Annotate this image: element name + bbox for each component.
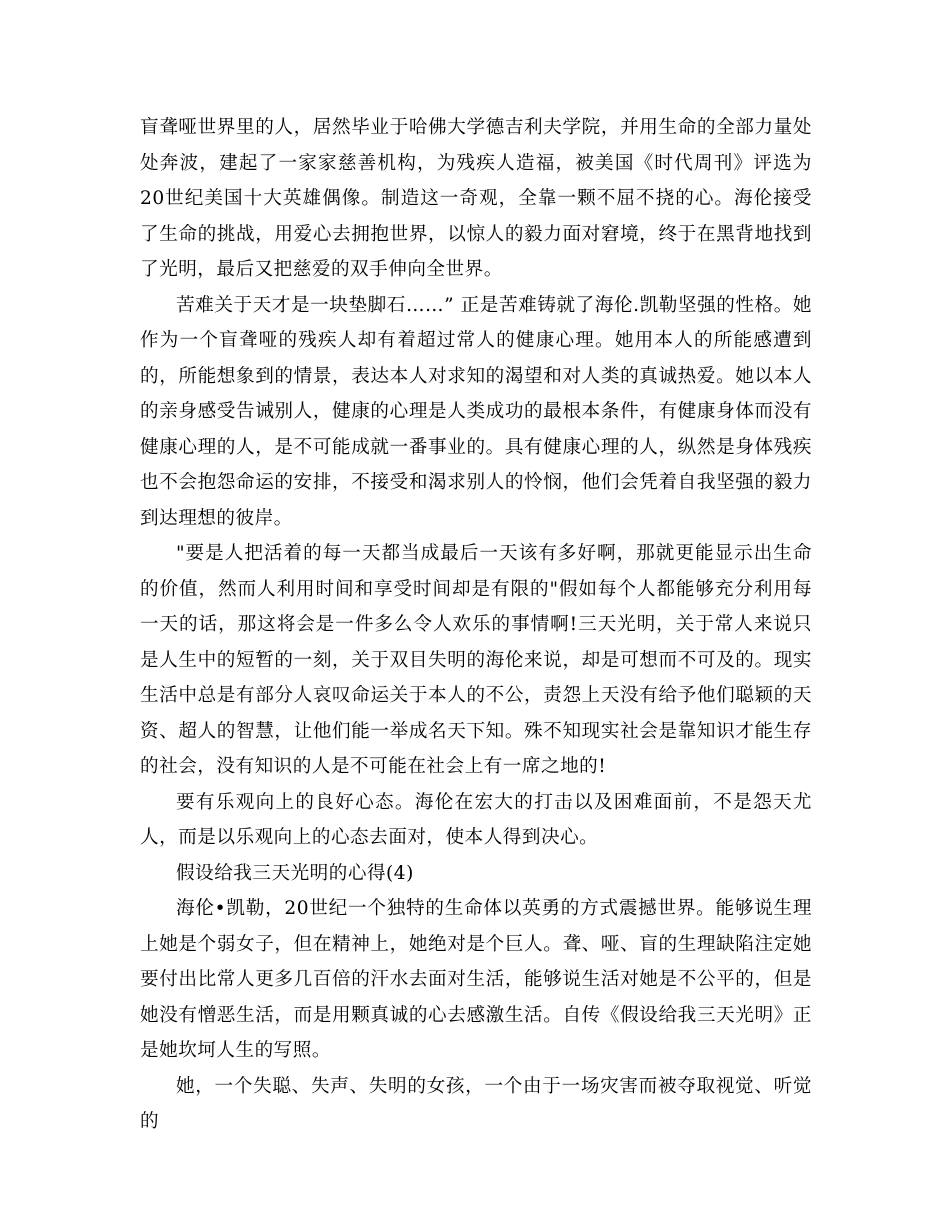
paragraph-6: 她，一个失聪、失声、失明的女孩，一个由于一场灾害而被夺取视觉、听觉的 <box>140 1075 812 1132</box>
paragraph-3: "要是人把活着的每一天都当成最后一天该有多好啊，那就更能显示出生命的价值，然而人利用时间和享受时间却是有限的"假如每个人都能够充分利用每一天的话，那这将会是一件多么令人欢乐的事情啊!三天光明，关于常人来说只是人生中的短暂的一刻，关于双目失明的海伦来说，却是可想而不可及的。现实生活中总是有部分人哀叹命运关于本人的不公，责怨上天没有给予他们聪颖的天资、超人的智慧，让他们能一举成名天下知。殊不知现实社会是靠知识才能生存的社会，没有知识的人是不可能在社会上有一席之地的! <box>140 543 812 777</box>
document-body <box>140 110 812 1140</box>
paragraph-5: 海伦•凯勒，20世纪一个独特的生命体以英勇的方式震撼世界。能够说生理上她是个弱女子，但在精神上，她绝对是个巨人。聋、哑、盲的生理缺陷注定她要付出比常人更多几百倍的汗水去面对生活，能够说生活对她是不公平的，但是她没有憎恶生活，而是用颗真诚的心去感激生活。自传《假设给我三天光明》正是她坎坷人生的写照。 <box>140 898 812 1061</box>
section-heading: 假设给我三天光明的心得(4) <box>176 862 414 884</box>
paragraph-2: 苦难关于天才是一块垫脚石……” 正是苦难铸就了海伦.凯勒坚强的性格。她作为一个盲聋哑的残疾人却有着超过常人的健康心理。她用本人的所能感遭到的，所能想象到的情景，表达本人对求知的渴望和对人类的真诚热爱。她以本人的亲身感受告诫别人，健康的心理是人类成功的最根本条件，有健康身体而没有健康心理的人，是不可能成就一番事业的。具有健康心理的人，纵然是身体残疾也不会抱怨命运的安排，不接受和渴求别人的怜悯，他们会凭着自我坚强的毅力到达理想的彼岸。 <box>140 294 812 529</box>
paragraph-1: 盲聋哑世界里的人，居然毕业于哈佛大学德吉利夫学院，并用生命的全部力量处处奔波，建起了一家家慈善机构，为残疾人造福，被美国《时代周刊》评选为20世纪美国十大英雄偶像。制造这一奇观，全靠一颗不屈不挠的心。海伦接受了生命的挑战，用爱心去拥抱世界，以惊人的毅力面对窘境，终于在黑背地找到了光明，最后又把慈爱的双手伸向全世界。 <box>140 117 812 280</box>
paragraph-4: 要有乐观向上的良好心态。海伦在宏大的打击以及困难面前，不是怨天尤人，而是以乐观向上的心态去面对，使本人得到决心。 <box>140 791 812 848</box>
